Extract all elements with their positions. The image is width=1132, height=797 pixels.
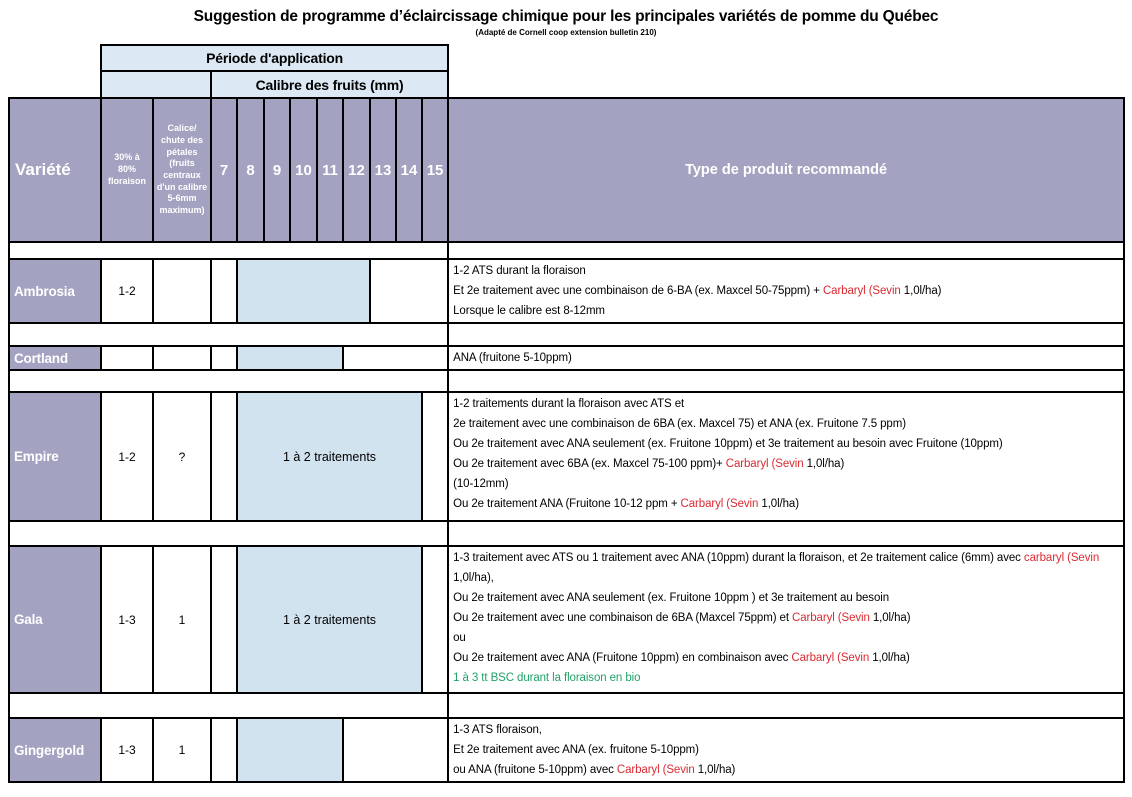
pesticide-name-text: Carbaryl (Sevin: [725, 458, 804, 470]
spacer-right-edge: [448, 521, 1124, 546]
product-line: [453, 261, 1119, 281]
spacer-row: [9, 521, 1124, 546]
floraison-value-cell: 1-2: [101, 259, 153, 323]
product-line: [453, 348, 1119, 368]
page-subtitle: (Adapté de Cornell coop extension bulletin 210): [475, 28, 657, 37]
organic-note-text: 1 à 3 tt BSC durant la floraison en bio: [453, 672, 641, 684]
product-line: [453, 434, 1119, 454]
variety-row-cortland: [9, 346, 1124, 370]
spacer-middle: [101, 521, 448, 546]
periode-header: Période d'application: [101, 45, 448, 71]
corner-spacer: [448, 45, 1124, 71]
spacer-right-edge: [448, 323, 1124, 346]
product-line: [453, 588, 1119, 608]
calice-header: Calice/ chute des pétales (fruits centraux d'un calibre 5-6mm maximum): [153, 98, 211, 242]
size-7-cell: [211, 259, 237, 323]
pesticide-name-text: Carbaryl (Sevin: [680, 498, 759, 510]
floraison-value-cell: 1-3: [101, 718, 153, 782]
size-7-cell: [211, 546, 237, 693]
pesticide-name-text: Carbaryl (Sevin: [822, 285, 901, 297]
product-recommendation-cell: [448, 718, 1124, 782]
pesticide-name-text: carbaryl (Sevin: [1023, 552, 1100, 564]
product-text: 1,0l/ha): [803, 458, 845, 470]
size-header-14: 14: [396, 98, 422, 242]
size-header-8: 8: [237, 98, 264, 242]
calice-value-cell: ?: [153, 392, 211, 521]
product-recommendation-cell: [448, 546, 1124, 693]
product-text: ou ANA (fruitone 5-10ppm) avec: [453, 764, 617, 776]
spacer-right-edge: [448, 693, 1124, 718]
pesticide-name-text: Carbaryl (Sevin: [791, 652, 870, 664]
treatment-window-cell: 1 à 2 traitements: [237, 546, 422, 693]
spacer-left-edge: [9, 370, 101, 392]
type-header: Type de produit recommandé: [448, 98, 1124, 242]
size-7-cell: [211, 346, 237, 370]
spacer-left-edge: [9, 521, 101, 546]
product-line: [453, 740, 1119, 760]
floraison-value-cell: [101, 346, 153, 370]
variety-name-cell: Empire: [9, 392, 101, 521]
spacer-middle: [101, 323, 448, 346]
product-text: Ou 2e traitement avec ANA (Fruitone 10ppm) en combinaison avec: [453, 652, 792, 664]
product-text: 1-3 ATS floraison,: [453, 724, 542, 736]
spacer-middle: [101, 242, 448, 259]
calibre-left-spacer-cell: [101, 71, 211, 98]
variety-row-ambrosia: [9, 259, 1124, 323]
product-text: Lorsque le calibre est 8-12mm: [453, 305, 605, 317]
spacer-right-edge: [448, 370, 1124, 392]
corner-spacer: [9, 71, 101, 98]
product-line: [453, 454, 1119, 474]
thinning-program-table: [8, 44, 1125, 783]
product-line: [453, 668, 1119, 688]
empty-size-cell: [343, 346, 448, 370]
size-header-10: 10: [290, 98, 317, 242]
table-body: [9, 45, 1124, 782]
page-title: Suggestion de programme d’éclaircissage chimique pour les principales variétés de pomme du Québec: [193, 8, 939, 25]
calibre-header-row: [9, 71, 1124, 98]
product-text: 1,0l/ha): [694, 764, 736, 776]
product-text: (10-12mm): [453, 478, 509, 490]
empty-size-cell: [422, 392, 448, 521]
product-recommendation-cell: [448, 259, 1124, 323]
product-text: Ou 2e traitement avec ANA seulement (ex. Fruitone 10ppm) et 3e traitement au besoin avec Fruitone (10ppm): [453, 438, 1003, 450]
floraison-value-cell: 1-3: [101, 546, 153, 693]
product-text: Ou 2e traitement ANA (Fruitone 10-12 ppm +: [453, 498, 681, 510]
product-text: 1,0l/ha),: [453, 572, 494, 584]
size-header-7: 7: [211, 98, 237, 242]
size-7-cell: [211, 718, 237, 782]
product-text: Et 2e traitement avec une combinaison de 6-BA (ex. Maxcel 50-75ppm) +: [453, 285, 823, 297]
corner-spacer: [9, 45, 101, 71]
product-line: [453, 760, 1119, 780]
product-text: Et 2e traitement avec ANA (ex. fruitone 5-10ppm): [453, 744, 699, 756]
product-line: [453, 608, 1119, 628]
variety-name-cell: Gala: [9, 546, 101, 693]
spacer-row: [9, 370, 1124, 392]
calibre-header: Calibre des fruits (mm): [211, 71, 448, 98]
product-line: [453, 648, 1119, 668]
empty-size-cell: [422, 546, 448, 693]
product-line: [453, 414, 1119, 434]
product-line: [453, 394, 1119, 414]
product-line: [453, 281, 1119, 301]
size-header-11: 11: [317, 98, 343, 242]
product-recommendation-cell: [448, 346, 1124, 370]
spacer-row: [9, 323, 1124, 346]
empty-size-cell: [370, 259, 448, 323]
spacer-left-edge: [9, 242, 101, 259]
empty-size-cell: [343, 718, 448, 782]
product-text: Ou 2e traitement avec une combinaison de 6BA (Maxcel 75ppm) et: [453, 612, 793, 624]
spacer-left-edge: [9, 693, 101, 718]
product-text: 1,0l/ha): [758, 498, 799, 510]
variety-name-cell: Cortland: [9, 346, 101, 370]
product-text: 1,0l/ha): [900, 285, 942, 297]
product-line: [453, 494, 1119, 514]
calice-value-cell: 1: [153, 546, 211, 693]
product-text: ou: [453, 632, 466, 644]
treatment-window-cell: [237, 718, 343, 782]
spacer-row: [9, 242, 1124, 259]
product-text: 1-3 traitement avec ATS ou 1 traitement avec ANA (10ppm) durant la floraison, et 2e traitement calice (6mm) avec: [453, 552, 1024, 564]
size-header-13: 13: [370, 98, 396, 242]
product-line: [453, 301, 1119, 321]
treatment-window-cell: [237, 346, 343, 370]
treatment-window-cell: 1 à 2 traitements: [237, 392, 422, 521]
spacer-middle: [101, 370, 448, 392]
size-header-12: 12: [343, 98, 370, 242]
variety-name-cell: Gingergold: [9, 718, 101, 782]
product-text: 1-2 ATS durant la floraison: [453, 265, 586, 277]
pesticide-name-text: Carbaryl (Sevin: [616, 764, 695, 776]
product-line: [453, 548, 1119, 588]
size-header-9: 9: [264, 98, 290, 242]
treatment-window-cell: [237, 259, 370, 323]
column-header-row: [9, 98, 1124, 242]
variete-header: Variété: [9, 98, 101, 242]
pesticide-name-text: Carbaryl (Sevin: [792, 612, 870, 624]
variety-name-cell: Ambrosia: [9, 259, 101, 323]
size-header-15: 15: [422, 98, 448, 242]
variety-row-empire: [9, 392, 1124, 521]
product-text: Ou 2e traitement avec ANA seulement (ex. Fruitone 10ppm ) et 3e traitement au besoin: [453, 592, 889, 604]
floraison-value-cell: 1-2: [101, 392, 153, 521]
variety-row-gingergold: [9, 718, 1124, 782]
spacer-middle: [101, 693, 448, 718]
spacer-row: [9, 693, 1124, 718]
product-line: [453, 474, 1119, 494]
product-text: 1,0l/ha): [869, 612, 911, 624]
product-line: [453, 720, 1119, 740]
corner-spacer: [448, 71, 1124, 98]
spacer-right-edge: [448, 242, 1124, 259]
size-7-cell: [211, 392, 237, 521]
spacer-left-edge: [9, 323, 101, 346]
product-text: 1-2 traitements durant la floraison avec ATS et: [453, 398, 685, 410]
variety-row-gala: [9, 546, 1124, 693]
product-text: 2e traitement avec une combinaison de 6BA (ex. Maxcel 75) et ANA (ex. Fruitone 7.5 ppm): [453, 418, 906, 430]
calice-value-cell: [153, 346, 211, 370]
calice-value-cell: [153, 259, 211, 323]
product-text: 1,0l/ha): [869, 652, 910, 664]
periode-header-row: [9, 45, 1124, 71]
product-line: [453, 628, 1119, 648]
product-text: ANA (fruitone 5-10ppm): [453, 352, 572, 364]
calice-value-cell: 1: [153, 718, 211, 782]
floraison-header: 30% à 80% floraison: [101, 98, 153, 242]
product-recommendation-cell: [448, 392, 1124, 521]
product-text: Ou 2e traitement avec 6BA (ex. Maxcel 75-100 ppm)+: [453, 458, 726, 470]
